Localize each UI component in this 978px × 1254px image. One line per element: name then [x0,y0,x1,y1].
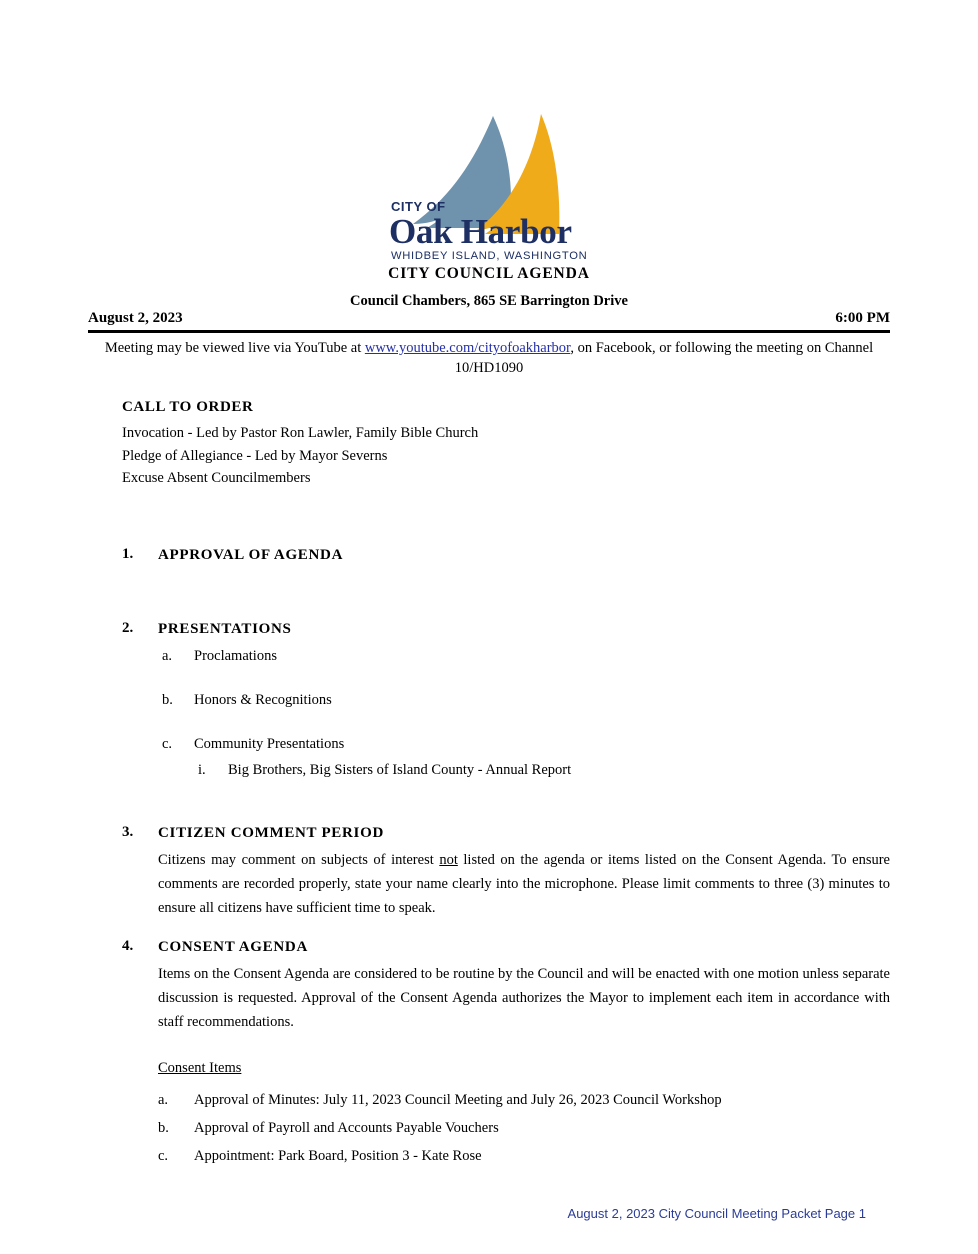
city-logo-header [0,112,978,310]
agenda-item-2a-letter: a. [162,647,173,664]
agenda-item-2b [162,690,978,710]
consent-items-heading: Consent Items [158,1059,242,1076]
consent-item-c-text: Appointment: Park Board, Position 3 - Kate Rose [194,1147,482,1164]
viewing-note-suffix: , on Facebook, or following the meeting on Channel 10/HD1090 [454,340,874,376]
consent-item-c-letter: c. [158,1147,169,1164]
wordmark-city-name: Oak Harbor [389,212,572,251]
consent-item-a-letter: a. [158,1091,169,1108]
agenda-item-2c-letter: c. [162,735,173,752]
wordmark-tagline: WHIDBEY ISLAND, WASHINGTON [391,250,588,262]
date-time-row [88,310,890,327]
citizen-comment-text-part1: Citizens may comment on subjects of interest [158,851,440,868]
meeting-date: August 2, 2023 [88,310,183,326]
agenda-item-2b-letter: b. [162,691,173,708]
city-wordmark [389,200,589,263]
citizen-comment-emphasis: not [439,851,458,868]
agenda-item-3-number: 3. [122,823,134,840]
agenda-item-2a [162,646,978,666]
meeting-time: 6:00 PM [835,310,890,326]
consent-item-b [158,1118,978,1138]
call-to-order-heading: CALL TO ORDER [122,399,254,415]
youtube-link[interactable]: www.youtube.com/cityofoakharbor [364,340,571,356]
consent-item-a [158,1090,978,1110]
citizen-comment-text-part2: listed on the agenda or items listed on the Consent Agenda. To ensure comments are recorded properly, state your name clearly into the microphone. Please limit comments to three (3) minutes to ensure all citizens have sufficient time to speak. [158,851,890,916]
meeting-location: Council Chambers, 865 SE Barrington Drive [350,293,628,309]
header-divider [88,330,890,333]
call-to-order-line-invocation: Invocation - Led by Pastor Ron Lawler, Family Bible Church [122,425,479,441]
agenda-item-1 [122,546,978,564]
agenda-item-2a-text: Proclamations [194,647,277,664]
page-footer: August 2, 2023 City Council Meeting Packet Page 1 [567,1206,866,1221]
wordmark-city-of: CITY OF [391,199,446,214]
consent-item-b-letter: b. [158,1119,169,1136]
agenda-item-2-number: 2. [122,619,134,636]
agenda-item-2c [162,734,978,754]
agenda-item-2c-i-numeral: i. [198,761,206,778]
viewing-note-prefix: Meeting may be viewed live via YouTube at [104,340,365,356]
agenda-item-2-title: PRESENTATIONS [158,620,292,637]
call-to-order-line-excuse: Excuse Absent Councilmembers [122,470,311,486]
agenda-item-2c-i [198,760,978,780]
agenda-item-2 [122,620,978,638]
agenda-item-1-number: 1. [122,545,134,562]
agenda-item-4-title: CONSENT AGENDA [158,938,308,955]
agenda-body [0,398,978,1166]
agenda-item-3 [122,824,978,842]
agenda-item-2c-i-text: Big Brothers, Big Sisters of Island County - Annual Report [228,761,572,778]
agenda-item-2c-text: Community Presentations [194,735,345,752]
page-title: CITY COUNCIL AGENDA [388,265,590,282]
agenda-item-4 [122,938,978,956]
consent-item-b-text: Approval of Payroll and Accounts Payable Vouchers [194,1119,499,1136]
agenda-item-1-title: APPROVAL OF AGENDA [158,546,344,563]
consent-item-c [158,1146,978,1166]
agenda-item-4-number: 4. [122,937,134,954]
agenda-item-3-title: CITIZEN COMMENT PERIOD [158,824,384,841]
agenda-item-4-body: Items on the Consent Agenda are considered to be routine by the Council and will be enacted with one motion unless separate discussion is requested. Approval of the Consent Agenda authorizes the Mayor to implement each item in accordance with staff recommendations. [158,965,890,1030]
consent-item-a-text: Approval of Minutes: July 11, 2023 Council Meeting and July 26, 2023 Council Workshop [194,1091,722,1108]
agenda-item-3-body [158,848,890,920]
call-to-order-line-pledge: Pledge of Allegiance - Led by Mayor Severns [122,447,388,464]
viewing-instructions [100,338,878,378]
agenda-item-2b-text: Honors & Recognitions [194,691,332,708]
